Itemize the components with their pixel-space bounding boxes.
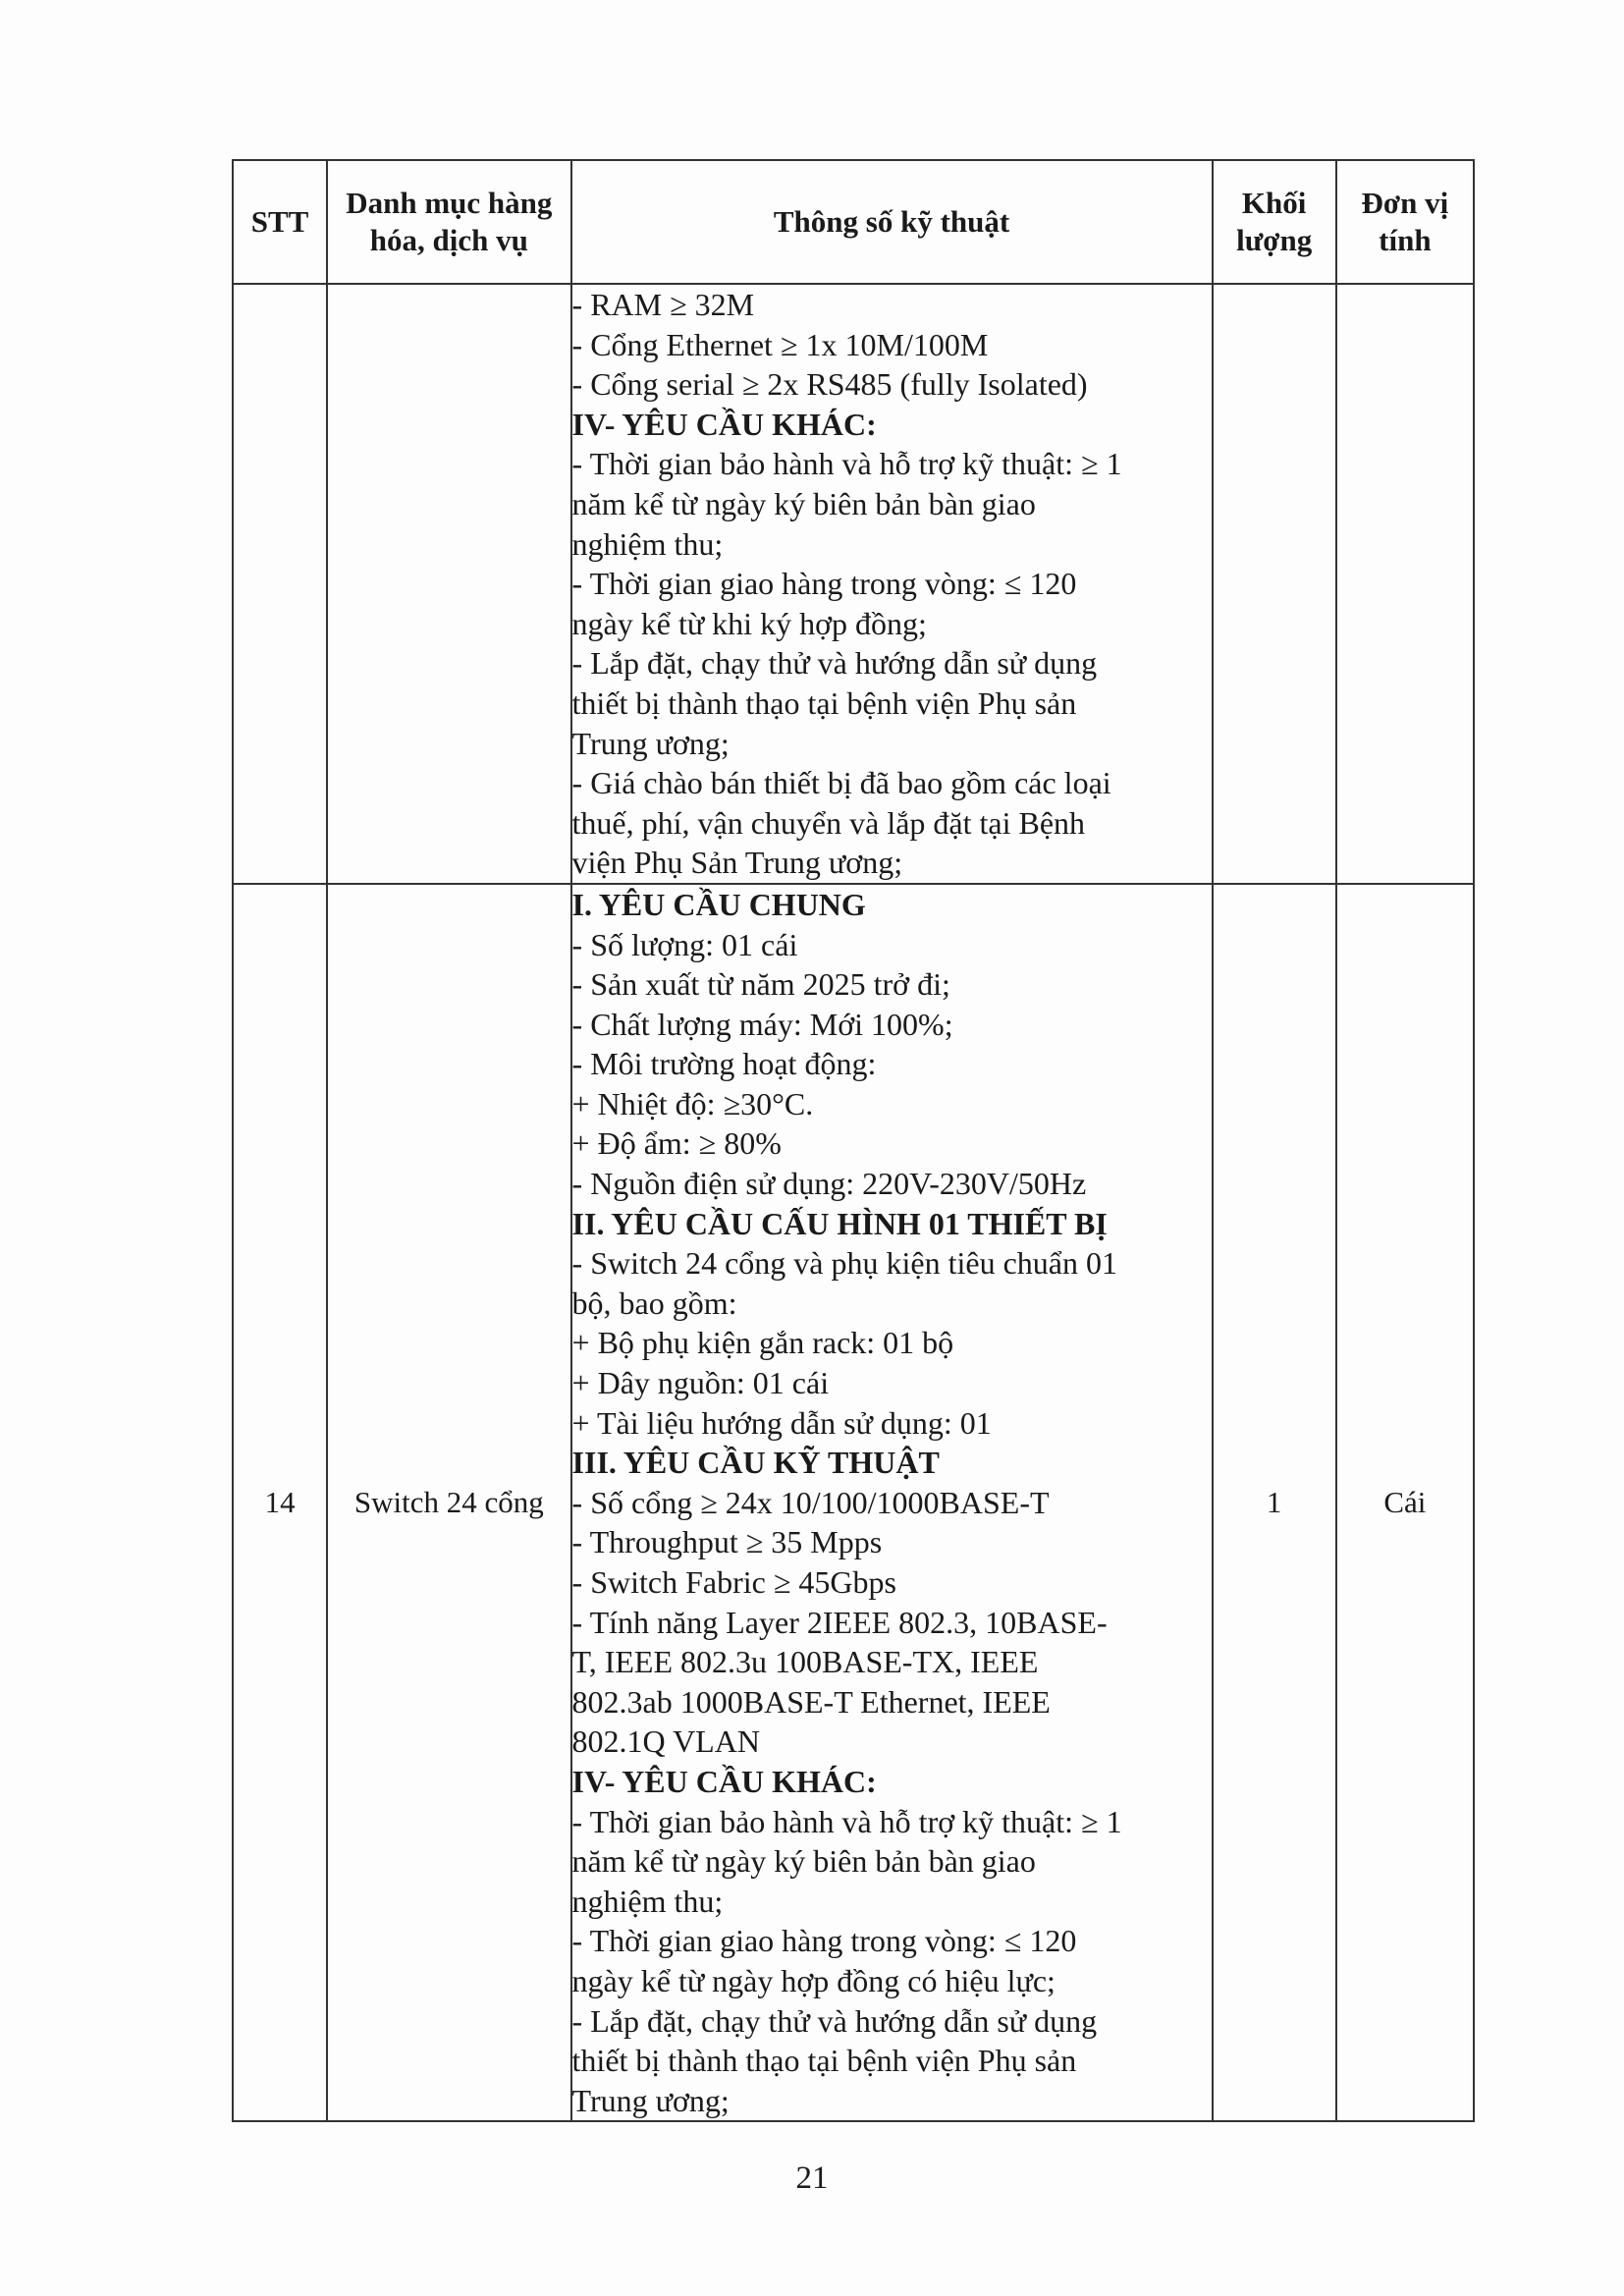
spec-line: nghiệm thu; [571,1883,724,1919]
header-stt: STT [233,160,327,284]
spec-line: - Môi trường hoạt động: [571,1046,877,1082]
spec-section-heading: III. YÊU CẦU KỸ THUẬT [571,1445,940,1481]
spec-line: + Bộ phụ kiện gắn rack: 01 bộ [571,1325,954,1361]
spec-line: 802.3ab 1000BASE-T Ethernet, IEEE [571,1683,1051,1720]
spec-line: - Thời gian giao hàng trong vòng: ≤ 120 [571,1923,1077,1959]
cell-stt: 14 [233,884,327,2121]
spec-section-heading: IV- YÊU CẦU KHÁC: [571,406,877,442]
spec-line: - Sản xuất từ năm 2025 trở đi; [571,966,950,1003]
spec-line: - Switch Fabric ≥ 45Gbps [571,1564,896,1600]
cell-item-name: Switch 24 cổng [327,884,570,2121]
specification-table [232,159,1475,2122]
cell-unit: Cái [1336,884,1474,2121]
spec-line: thuế, phí, vận chuyển và lắp đặt tại Bệnh [571,804,1086,841]
spec-line: ngày kể từ ngày hợp đồng có hiệu lực; [571,1962,1056,1998]
spec-line: - Throughput ≥ 35 Mpps [571,1524,883,1560]
spec-line: thiết bị thành thạo tại bệnh viện Phụ sản [571,684,1077,721]
spec-line: - Giá chào bán thiết bị đã bao gồm các loại [571,765,1111,801]
spec-line: Trung ương; [571,725,730,761]
spec-line: T, IEEE 802.3u 100BASE-TX, IEEE [571,1644,1039,1680]
spec-section-heading: IV- YÊU CẦU KHÁC: [571,1763,877,1799]
spec-line: 802.1Q VLAN [571,1723,760,1760]
spec-line: - Số cổng ≥ 24x 10/100/1000BASE-T [571,1484,1050,1520]
cell-stt [233,284,327,884]
table-row-continued [233,284,1474,884]
spec-line: thiết bị thành thạo tại bệnh viện Phụ sản [571,2043,1077,2079]
cell-item-name [327,284,570,884]
spec-section-heading: II. YÊU CẦU CẤU HÌNH 01 THIẾT BỊ [571,1205,1108,1241]
spec-line: nghiệm thu; [571,525,724,562]
page-number: 21 [795,2160,829,2196]
spec-lines [572,285,1212,883]
cell-quantity [1213,284,1336,884]
cell-quantity: 1 [1213,884,1336,2121]
cell-spec-row-14 [571,884,1213,2121]
spec-line: - Nguồn điện sử dụng: 220V-230V/50Hz [571,1166,1087,1202]
header-item-name: Danh mục hàng hóa, dịch vụ [327,160,570,284]
spec-line: ngày kể từ khi ký hợp đồng; [571,605,927,641]
spec-line: - Tính năng Layer 2IEEE 802.3, 10BASE- [571,1604,1108,1640]
spec-line: + Nhiệt độ: ≥30°C. [571,1085,814,1121]
spec-line: + Dây nguồn: 01 cái [571,1365,830,1401]
spec-line: - Chất lượng máy: Mới 100%; [571,1006,953,1042]
spec-line: - Số lượng: 01 cái [571,926,798,962]
spec-line: bộ, bao gồm: [571,1285,737,1321]
header-quantity: Khối lượng [1213,160,1336,284]
spec-line: + Tài liệu hướng dẫn sử dụng: 01 [571,1404,992,1441]
spec-line: + Độ ẩm: ≥ 80% [571,1125,782,1162]
spec-section-heading: I. YÊU CẦU CHUNG [571,886,866,922]
spec-line: - Lắp đặt, chạy thử và hướng dẫn sử dụng [571,2002,1098,2039]
table-header-row [233,160,1474,284]
spec-line: - Thời gian bảo hành và hỗ trợ kỹ thuật: ≥ 1 [571,1803,1122,1839]
cell-spec-continued [571,284,1213,884]
cell-unit [1336,284,1474,884]
spec-line: viện Phụ Sản Trung ương; [571,845,903,881]
spec-line: - Switch 24 cổng và phụ kiện tiêu chuẩn 01 [571,1245,1117,1282]
spec-line: - Lắp đặt, chạy thử và hướng dẫn sử dụng [571,645,1098,682]
spec-line: - Thời gian bảo hành và hỗ trợ kỹ thuật: ≥ 1 [571,446,1122,482]
spec-line: năm kể từ ngày ký biên bản bàn giao [571,1843,1036,1880]
spec-line: - Thời gian giao hàng trong vòng: ≤ 120 [571,566,1077,602]
header-technical-spec: Thông số kỹ thuật [571,160,1213,284]
spec-lines [572,885,1212,2120]
table-row-14 [233,884,1474,2121]
spec-line: Trung ương; [571,2082,730,2118]
spec-line: - RAM ≥ 32M [571,287,755,322]
spec-line: năm kể từ ngày ký biên bản bàn giao [571,485,1036,521]
spec-line: - Cổng serial ≥ 2x RS485 (fully Isolated) [571,366,1088,403]
header-unit: Đơn vị tính [1336,160,1474,284]
spec-line: - Cổng Ethernet ≥ 1x 10M/100M [571,326,989,362]
